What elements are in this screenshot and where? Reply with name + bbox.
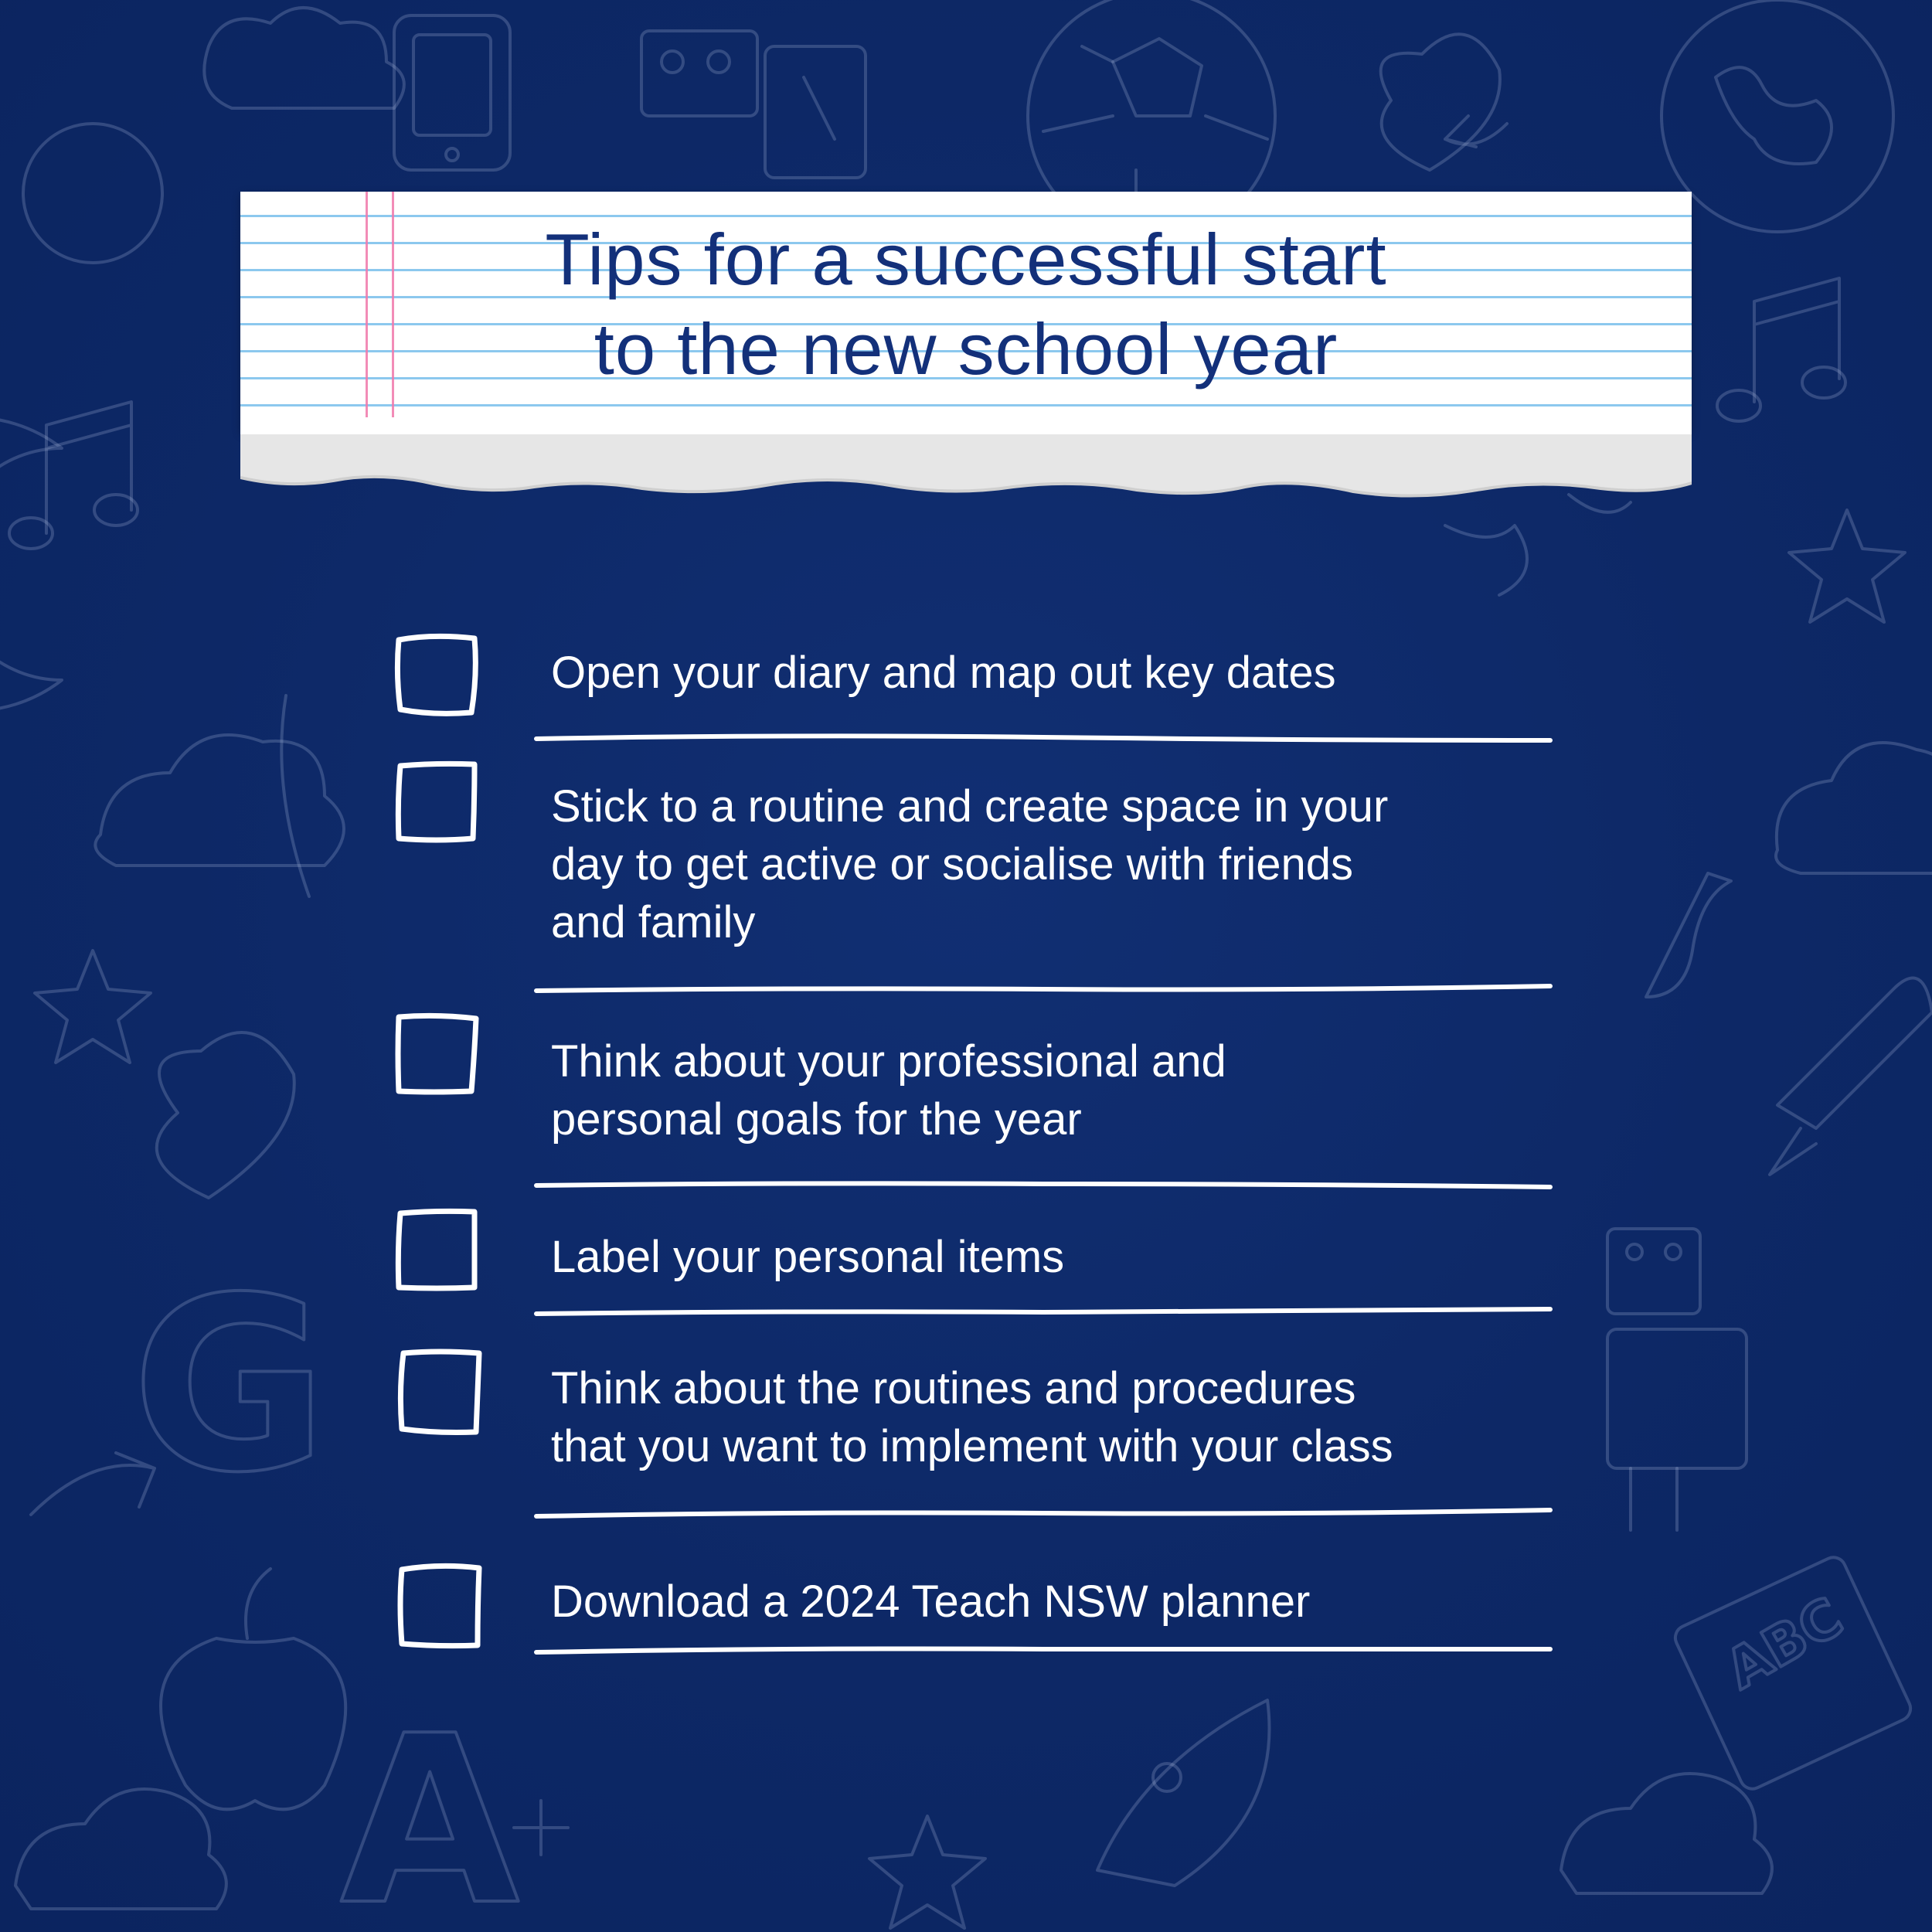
checkbox-outline-icon: [394, 1207, 479, 1292]
checkbox-4[interactable]: [394, 1207, 479, 1292]
checkbox-outline-icon: [394, 760, 479, 845]
title-line-2: to the new school year: [594, 308, 1338, 389]
checklist-item-3-label: Think about your professional and personal goals for the year: [551, 1036, 1226, 1145]
globe-doodle: [1662, 0, 1893, 232]
robot-doodle: [641, 31, 757, 116]
checklist-item-6-label: Download a 2024 Teach NSW planner: [551, 1577, 1311, 1627]
checkbox-outline-icon: [397, 1349, 482, 1434]
item-divider: [533, 730, 1553, 748]
checkbox-3[interactable]: [394, 1011, 479, 1096]
moon-doodle: [0, 417, 62, 711]
checklist-item-2-label: Stick to a routine and create space in your day to get active or socialise with friends and family: [551, 781, 1389, 947]
item-divider: [533, 980, 1553, 998]
checklist-item-4-label: Label your personal items: [551, 1232, 1065, 1282]
checklist-item-5-label: Think about the routines and procedures that you want to implement with your class: [551, 1363, 1393, 1471]
item-divider: [533, 1505, 1553, 1524]
star-doodle: [1789, 510, 1905, 622]
svg-text:ABC: ABC: [1715, 1585, 1853, 1702]
item-divider: [533, 1176, 1553, 1195]
page-title: [240, 215, 1692, 394]
planet-doodle: [23, 124, 162, 263]
checkbox-2[interactable]: [394, 760, 479, 845]
title-line-1: Tips for a successful start: [545, 219, 1387, 300]
checkbox-5[interactable]: [397, 1349, 482, 1434]
torn-paper-edge: [240, 417, 1692, 502]
checklist-item-1-label: Open your diary and map out key dates: [551, 648, 1336, 698]
cloud-doodle: [204, 8, 404, 108]
item-divider: [533, 1641, 1553, 1660]
heart-doodle: [1381, 34, 1500, 170]
apple-doodle: [161, 1638, 345, 1809]
letter-g-doodle: G: [131, 1247, 328, 1526]
checkbox-outline-icon: [394, 632, 479, 717]
item-divider: [533, 1303, 1553, 1321]
rocket-doodle: [1777, 978, 1932, 1128]
checkbox-1[interactable]: [394, 632, 479, 717]
letter-a-doodle: A: [340, 1686, 520, 1932]
checkbox-outline-icon: [394, 1011, 479, 1096]
music-note-doodle: [46, 402, 131, 533]
checkbox-outline-icon: [397, 1562, 482, 1647]
checkbox-6[interactable]: [397, 1562, 482, 1647]
